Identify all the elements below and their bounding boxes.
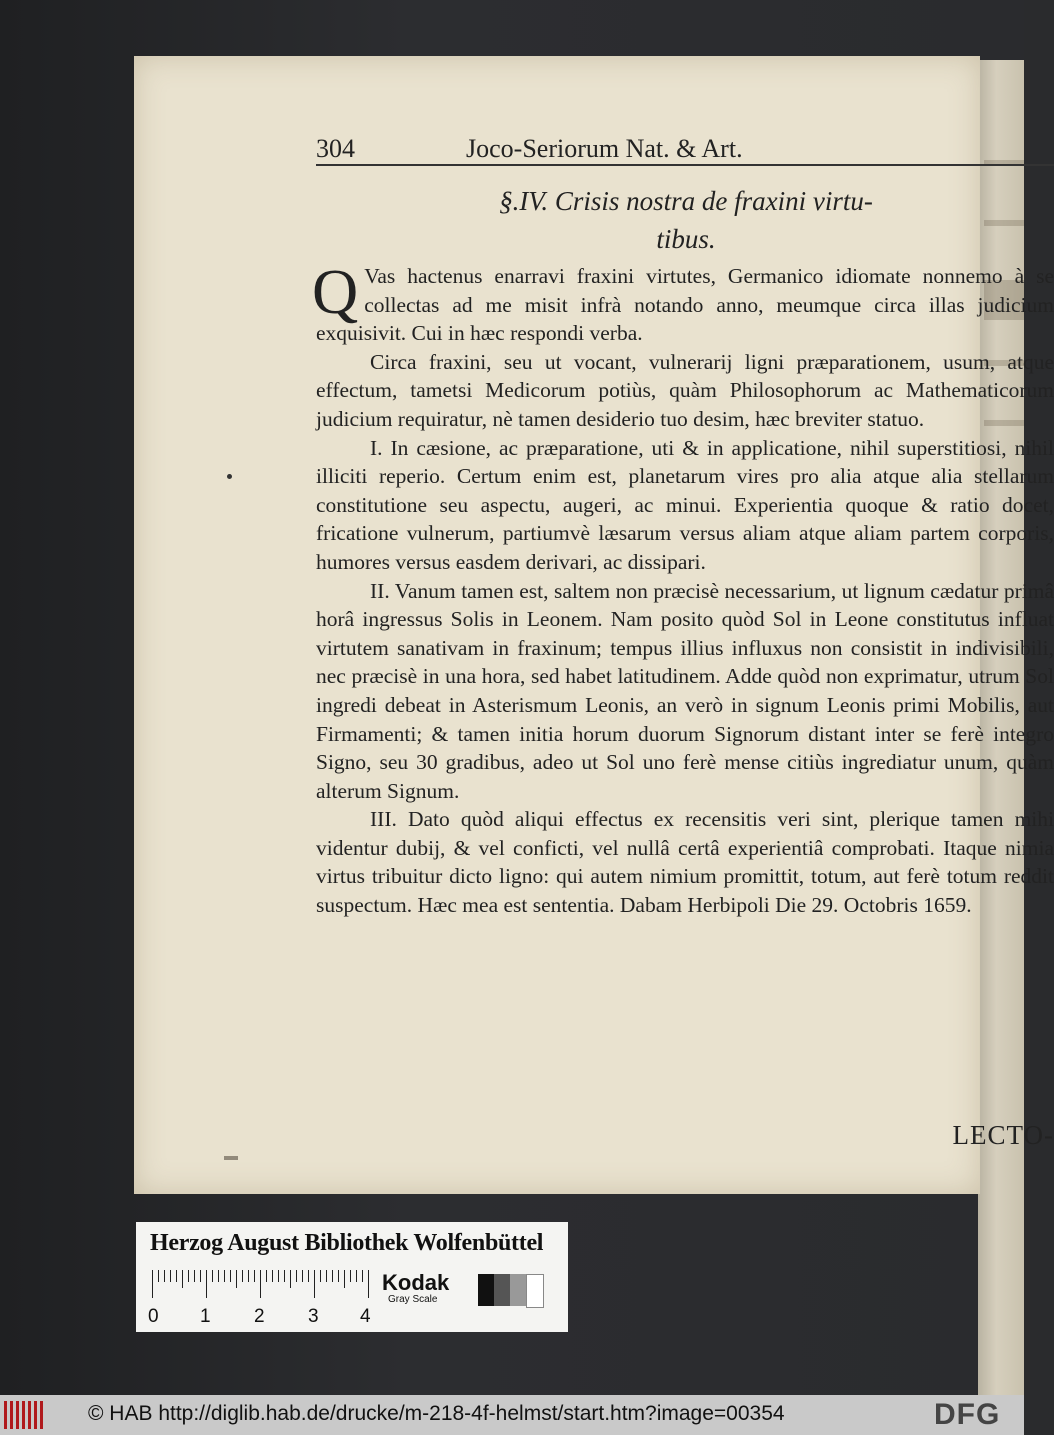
dfg-logo: DFG bbox=[934, 1398, 1001, 1431]
ruler-number-1: 1 bbox=[200, 1306, 211, 1327]
running-head bbox=[316, 122, 1054, 164]
paragraph-1-text: Vas hactenus enarravi fraxini virtutes, Germanico idiomate nonnemo à se collectas ad me misit infrà notando anno, meumque circa illas judicium exquisivit. Cui in hæc respondi verba. bbox=[316, 264, 1054, 346]
ruler-number-0: 0 bbox=[148, 1306, 159, 1327]
page-content bbox=[312, 122, 1054, 1162]
section-title-line-2: tibus. bbox=[656, 224, 716, 254]
book-page bbox=[134, 56, 1054, 1194]
paragraph-5: III. Dato quòd aliqui effectus ex recensitis veri sint, plerique tamen mihi videntur dubij, & vel conficti, vel nullâ certâ experientiâ comprobati. Itaque nimia virtus tribuitur dicto ligno: qui autem nimium promittit, totum, aut ferè totum reddit suspectum. Hæc mea est sententia. Dabam Herbipoli Die 29. Octobris 1659. bbox=[316, 807, 1054, 918]
gray-scale-label: Gray Scale bbox=[388, 1294, 438, 1305]
paragraph-3: I. In cæsione, ac præparatione, uti & in applicatione, nihil superstitiosi, nihil illiciti reperio. Certum enim est, planetarum vires pro alia atque alia stellarum constitutione seu aspectu, augeri, ac minui. Experientia quoque & ratio docet, fricatione vulnerum, partiumvè læsarum versus aliam atque aliam partem corporis, humores versus easdem derivari, ac dissipari. bbox=[316, 435, 1054, 574]
catchword: LECTO- bbox=[952, 1120, 1054, 1150]
ruler-number-3: 3 bbox=[308, 1306, 319, 1327]
ruler-number-4: 4 bbox=[360, 1306, 371, 1327]
footer-copyright-url[interactable]: © HAB http://diglib.hab.de/drucke/m-218-4f-helmst/start.htm?image=00354 bbox=[88, 1402, 785, 1425]
ink-dot bbox=[227, 474, 232, 479]
library-color-chart-label bbox=[136, 1222, 568, 1332]
gray-swatch-dark bbox=[494, 1274, 510, 1306]
ink-mark bbox=[224, 1156, 238, 1160]
library-name: Herzog August Bibliothek Wolfenbüttel bbox=[150, 1230, 544, 1256]
gray-swatch-mid bbox=[510, 1274, 526, 1306]
gray-swatch-black bbox=[478, 1274, 494, 1306]
running-title: Joco-Seriorum Nat. & Art. bbox=[466, 134, 743, 163]
gray-swatch-white bbox=[526, 1274, 544, 1308]
ruler-number-2: 2 bbox=[254, 1306, 265, 1327]
drop-cap: Q bbox=[312, 256, 359, 327]
paragraph-2: Circa fraxini, seu ut vocant, vulnerarij ligni præparationem, usum, atque effectum, tametsi Medicorum potiùs, quàm Philosophorum ac Mathematicorum judicium requiratur, nè tamen desiderio tuo desim, hæc breviter statuo. bbox=[316, 349, 1054, 431]
body-text bbox=[312, 256, 1054, 920]
paragraph-1 bbox=[312, 256, 1054, 348]
ruler bbox=[152, 1270, 376, 1298]
kodak-brand: Kodak bbox=[382, 1270, 450, 1295]
footer-bar bbox=[0, 1395, 1024, 1435]
header-rule bbox=[316, 164, 1054, 166]
paragraph-4: II. Vanum tamen est, saltem non præcisè necessarium, ut lignum cædatur primâ horâ ingressus Solis in Leonem. Nam posito quòd Sol in Leone constitutus influat virtutem sanativam in fraxinum; tempus illius influxus non consistit in indivisibili, nec præcisè in una hora, sed habet latitudinem. Adde quòd non exprimatur, utrum Sol ingredi debeat in Asterismum Leonis, an verò in signum Leonis primi Mobilis, aut Firmamenti; & tamen initia horum duorum Signorum distant inter se ferè integro Signo, seu 30 gradibus, adeo ut Sol uno ferè mense citiùs ingrediatur unum, quàm alterum Signum. bbox=[316, 578, 1054, 803]
page-number: 304 bbox=[316, 134, 355, 163]
barcode-logo-icon bbox=[4, 1401, 48, 1429]
section-title bbox=[386, 182, 986, 258]
section-title-line-1: §.IV. Crisis nostra de fraxini virtu- bbox=[499, 186, 873, 216]
